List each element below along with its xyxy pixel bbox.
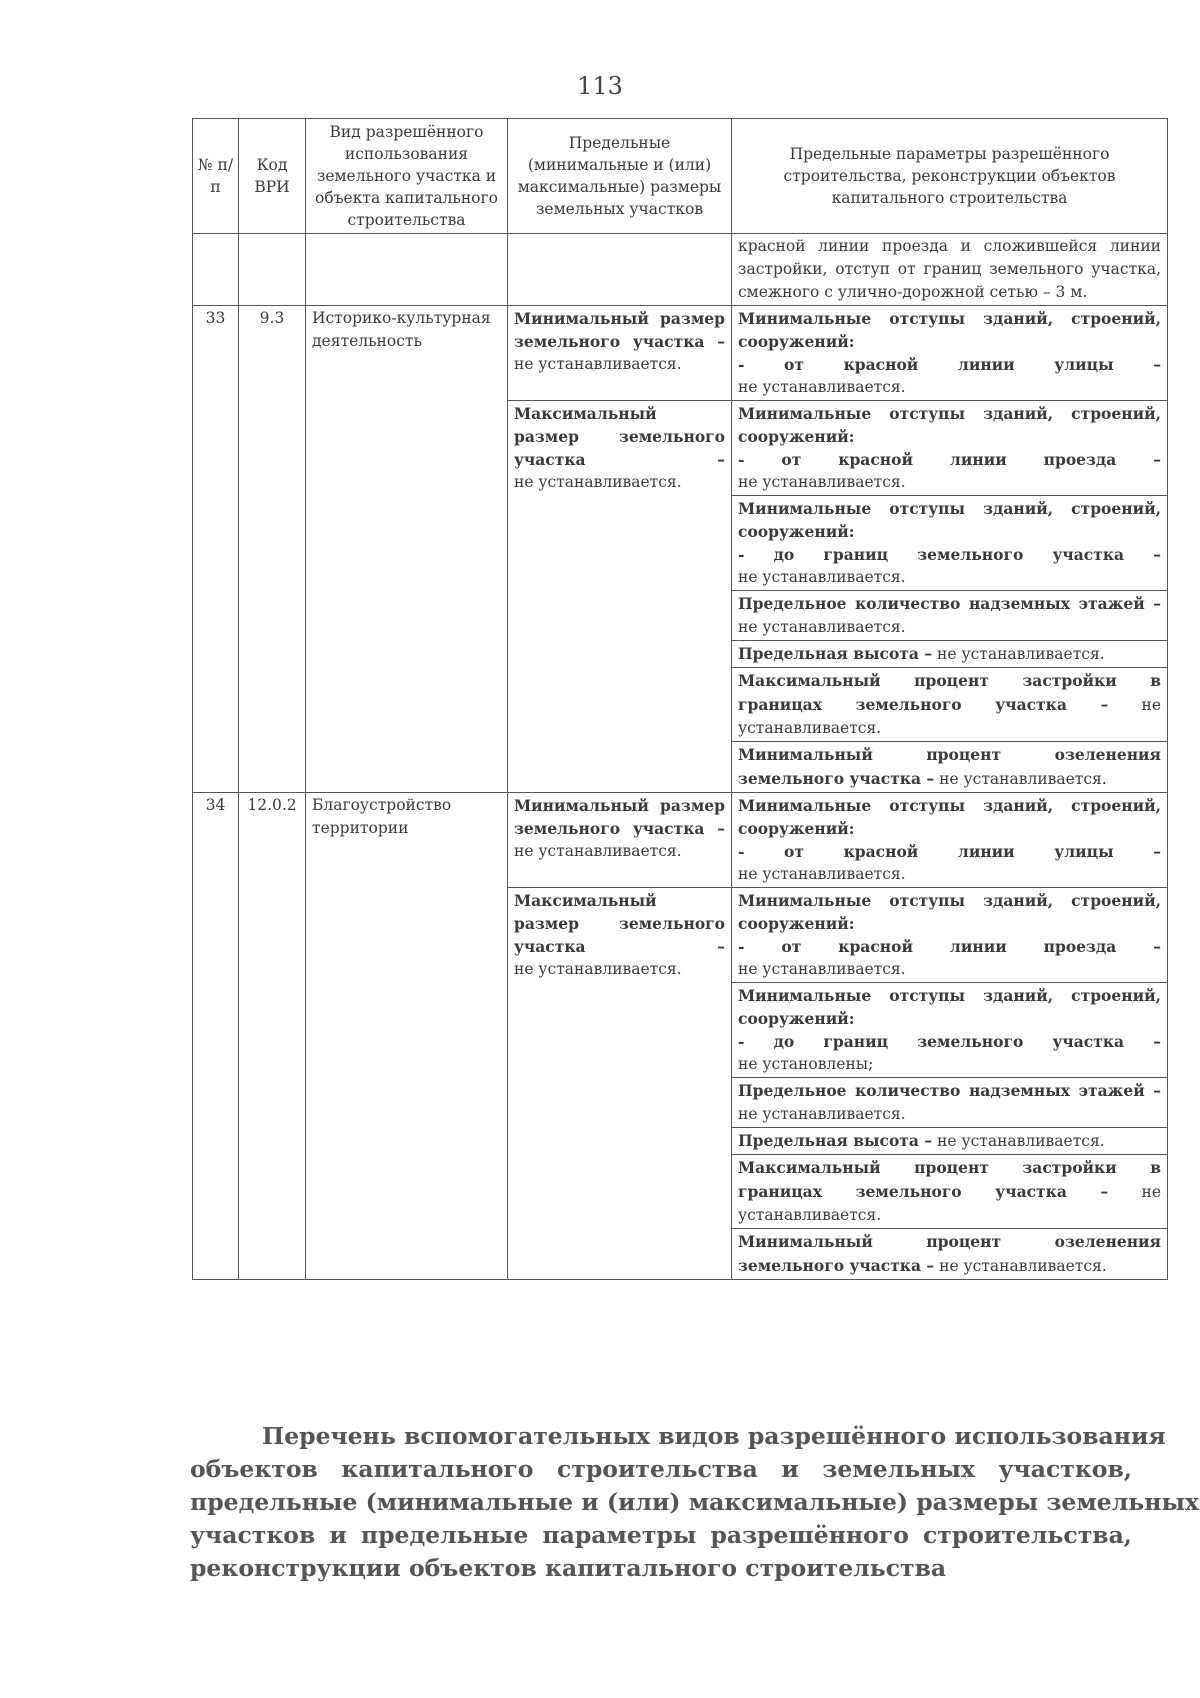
param-sublabel: - от красной линии улицы – xyxy=(738,355,1161,374)
cell-empty xyxy=(239,234,306,306)
row-kind: Благоустройство территории xyxy=(306,793,508,1280)
param-value: не устанавливается. xyxy=(738,378,906,396)
param-label: Минимальные отступы зданий, строений, сооружений: xyxy=(738,499,1161,541)
header-kind: Вид разрешённого использования земельного участка и объекта капитального строительства xyxy=(306,119,508,234)
cell-empty xyxy=(193,234,239,306)
param-cell xyxy=(732,742,1168,793)
param-cell xyxy=(732,888,1168,983)
heading-line: предельные (минимальные и (или) максимальные) размеры земельных xyxy=(190,1488,1200,1516)
param-value: не устанавливается. xyxy=(738,473,906,491)
size-value: не устанавливается. xyxy=(514,842,682,860)
param-label: Минимальные отступы зданий, строений, сооружений: xyxy=(738,404,1161,446)
regulations-table xyxy=(192,118,1168,1280)
table-row-continuation xyxy=(193,234,1168,306)
param-cell xyxy=(732,306,1168,401)
param-cell xyxy=(732,983,1168,1078)
header-num: № п/п xyxy=(193,119,239,234)
size-label: Минимальный размер земельного участка – xyxy=(514,796,725,838)
table-row xyxy=(193,306,1168,401)
table-header-row xyxy=(193,119,1168,234)
size-label: Максимальный размер земельного участка – xyxy=(514,891,725,956)
heading-line: реконструкции объектов капитального строительства xyxy=(190,1554,947,1582)
param-text xyxy=(738,1230,1161,1278)
param-label: Минимальный процент озеленения земельного участка – xyxy=(738,745,1161,788)
param-cell xyxy=(732,668,1168,742)
header-code: Код ВРИ xyxy=(239,119,306,234)
param-label: Минимальный процент озеленения земельного участка – xyxy=(738,1232,1161,1275)
param-label: Предельное количество надземных этажей – xyxy=(738,1081,1161,1100)
param-cell xyxy=(732,1229,1168,1280)
size-label: Максимальный размер земельного участка – xyxy=(514,404,725,469)
param-sublabel: - до границ земельного участка – xyxy=(738,545,1161,564)
page-number: 113 xyxy=(577,72,623,100)
continuation-text: красной линии проезда и сложившейся линии застройки, отступ от границ земельного участка, смежного с улично-дорожной сетью – 3 м. xyxy=(732,234,1168,306)
param-sublabel: - до границ земельного участка – xyxy=(738,1032,1161,1051)
size-max-cell xyxy=(508,401,732,793)
heading-line: объектов капитального строительства и земельных участков, xyxy=(190,1455,1132,1483)
section-heading xyxy=(190,1420,1200,1585)
param-text xyxy=(738,592,1161,639)
size-max-cell xyxy=(508,888,732,1280)
param-text xyxy=(738,642,1161,666)
row-code: 12.0.2 xyxy=(239,793,306,1280)
row-kind: Историко-культурная деятельность xyxy=(306,306,508,793)
param-value: не устанавливается. xyxy=(738,568,906,586)
heading-line: участков и предельные параметры разрешённого строительства, xyxy=(190,1521,1132,1549)
param-text xyxy=(738,1079,1161,1126)
row-code: 9.3 xyxy=(239,306,306,793)
size-value: не устанавливается. xyxy=(514,355,682,373)
param-label: Предельная высота – xyxy=(738,1131,933,1150)
param-value: не установлены; xyxy=(738,1055,874,1073)
param-label: Минимальные отступы зданий, строений, сооружений: xyxy=(738,796,1161,838)
size-label: Минимальный размер земельного участка – xyxy=(514,309,725,351)
param-value: не устанавливается. xyxy=(937,1132,1105,1150)
param-sublabel: - от красной линии проезда – xyxy=(738,937,1161,956)
param-text xyxy=(738,1156,1161,1227)
table-row xyxy=(193,793,1168,888)
size-value: не устанавливается. xyxy=(514,960,682,978)
param-cell xyxy=(732,401,1168,496)
param-value: не устанавливается. xyxy=(937,645,1105,663)
param-value: не устанавливается. xyxy=(939,1257,1107,1275)
param-sublabel: - от красной линии проезда – xyxy=(738,450,1161,469)
param-label: Максимальный процент застройки в границах земельного участка – xyxy=(738,671,1161,714)
param-cell xyxy=(732,793,1168,888)
param-label: Минимальные отступы зданий, строений, сооружений: xyxy=(738,986,1161,1028)
param-text xyxy=(738,669,1161,740)
param-label: Минимальные отступы зданий, строений, сооружений: xyxy=(738,309,1161,351)
size-value: не устанавливается. xyxy=(514,473,682,491)
heading-line: Перечень вспомогательных видов разрешённого использования xyxy=(262,1422,1166,1450)
size-min-cell xyxy=(508,306,732,401)
param-cell xyxy=(732,496,1168,591)
param-label: Максимальный процент застройки в границах земельного участка – xyxy=(738,1158,1161,1201)
param-cell xyxy=(732,641,1168,668)
header-params: Предельные параметры разрешённого строительства, реконструкции объектов капитального строительства xyxy=(732,119,1168,234)
header-sizes: Предельные (минимальные и (или) максимальные) размеры земельных участков xyxy=(508,119,732,234)
param-sublabel: - от красной линии улицы – xyxy=(738,842,1161,861)
row-number: 33 xyxy=(193,306,239,793)
param-value: не устанавливается. xyxy=(738,1183,1161,1224)
param-label: Минимальные отступы зданий, строений, сооружений: xyxy=(738,891,1161,933)
size-min-cell xyxy=(508,793,732,888)
param-label: Предельное количество надземных этажей – xyxy=(738,594,1161,613)
param-value: не устанавливается. xyxy=(939,770,1107,788)
param-label: Предельная высота – xyxy=(738,644,933,663)
cell-empty xyxy=(508,234,732,306)
param-cell xyxy=(732,591,1168,641)
row-number: 34 xyxy=(193,793,239,1280)
param-text xyxy=(738,743,1161,791)
param-text xyxy=(738,1129,1161,1153)
param-cell xyxy=(732,1155,1168,1229)
param-cell xyxy=(732,1128,1168,1155)
param-value: не устанавливается. xyxy=(738,865,906,883)
param-value: не устанавливается. xyxy=(738,696,1161,737)
cell-empty xyxy=(306,234,508,306)
param-value: не устанавливается. xyxy=(738,960,906,978)
param-value: не устанавливается. xyxy=(738,1105,906,1123)
param-cell xyxy=(732,1078,1168,1128)
table-body xyxy=(193,234,1168,1280)
param-value: не устанавливается. xyxy=(738,618,906,636)
